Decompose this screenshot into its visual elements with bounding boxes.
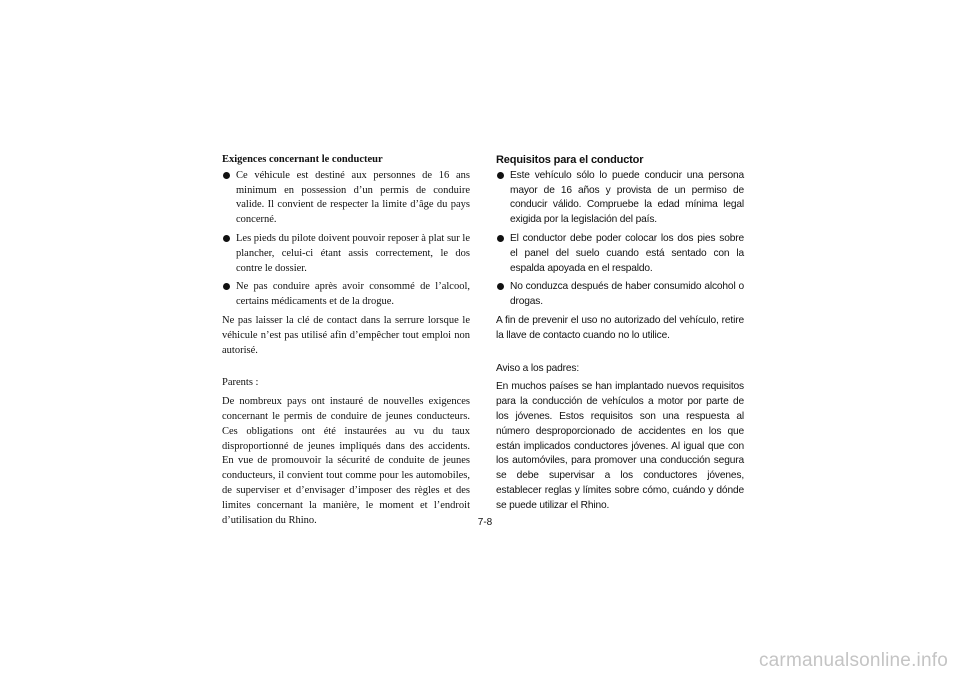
spanish-heading: Requisitos para el conductor [496, 154, 644, 166]
spanish-bullet-text: No conduzca después de haber consumido alcohol o drogas. [510, 281, 744, 308]
french-parents-label: Parents : [222, 377, 259, 389]
spanish-parents-label: Aviso a los padres: [496, 362, 580, 374]
bullet-icon [223, 235, 230, 242]
spanish-bullet-list [496, 169, 744, 310]
french-key-paragraph: Ne pas laisser la clé de contact dans la serrure lorsque le véhicule n’est pas utilisé afin d’empêcher tout emploi non autorisé. [222, 314, 470, 356]
bullet-icon [497, 283, 504, 290]
spacer [222, 362, 470, 376]
spanish-bullet-text: Este vehículo sólo lo puede conducir una persona mayor de 16 años y provista de un permiso de conducir válido. Compruebe la edad mínima legal exigida por la legislación del país. [510, 169, 744, 226]
french-bullet-item [222, 169, 470, 228]
french-heading: Exigences concernant le conducteur [222, 154, 383, 165]
french-bullet-text: Ce véhicule est destiné aux personnes de 16 ans minimum en possession d’un permis de conduire valide. Il convient de respecter la limite d’âge du pays concerné. [236, 169, 470, 226]
french-bullet-text: Ne pas conduire après avoir consommé de l’alcool, certains médicaments et de la drogue. [236, 281, 470, 308]
bullet-icon [223, 172, 230, 179]
spanish-parents-paragraph: En muchos países se han implantado nuevos requisitos para la conducción de vehículos a motor por parte de los jóvenes. Estos requisitos son una respuesta al número desproporcionado de accidentes en los que están implicados conductores jóvenes. Al igual que con los automóviles, para promover una conducción segura se debe supervisar a los conductores jóvenes, establecer reglas y límites sobre cómo, cuándo y dónde se puede utilizar el Rhino. [496, 381, 744, 511]
bullet-icon [497, 172, 504, 179]
french-bullet-item [222, 232, 470, 276]
spacer [496, 348, 744, 362]
bullet-icon [223, 283, 230, 290]
french-parents-paragraph: De nombreux pays ont instauré de nouvelles exigences concernant le permis de conduire de jeunes conducteurs. Ces obligations ont été instaurées au vu du taux disproportionné de jeunes impliqués dans des accidents. En vue de promouvoir la sécurité de conduite de jeunes conducteurs, il convient tout comme pour les automobiles, de superviser et d’envisager d’imposer des règles et des limites concernant la manière, le moment et l’endroit d’utilisation du Rhino. [222, 396, 470, 526]
french-bullet-text: Les pieds du pilote doivent pouvoir reposer à plat sur le plancher, celui-ci étant assis correctement, le dos contre le dossier. [236, 232, 470, 274]
spanish-key-paragraph: A fin de prevenir el uso no autorizado del vehículo, retire la llave de contacto cuando no lo utilice. [496, 314, 744, 341]
spanish-bullet-item [496, 232, 744, 276]
spanish-bullet-item [496, 169, 744, 228]
spanish-bullet-item [496, 280, 744, 310]
watermark: carmanualsonline.info [758, 650, 948, 671]
spanish-bullet-text: El conductor debe poder colocar los dos pies sobre el panel del suelo cuando está sentado con la espalda apoyada en el respaldo. [510, 232, 744, 274]
french-bullet-list [222, 169, 470, 310]
spanish-column [496, 153, 744, 518]
french-column [222, 153, 470, 532]
french-bullet-item [222, 280, 470, 310]
bullet-icon [497, 235, 504, 242]
page-number: 7-8 [477, 517, 493, 528]
